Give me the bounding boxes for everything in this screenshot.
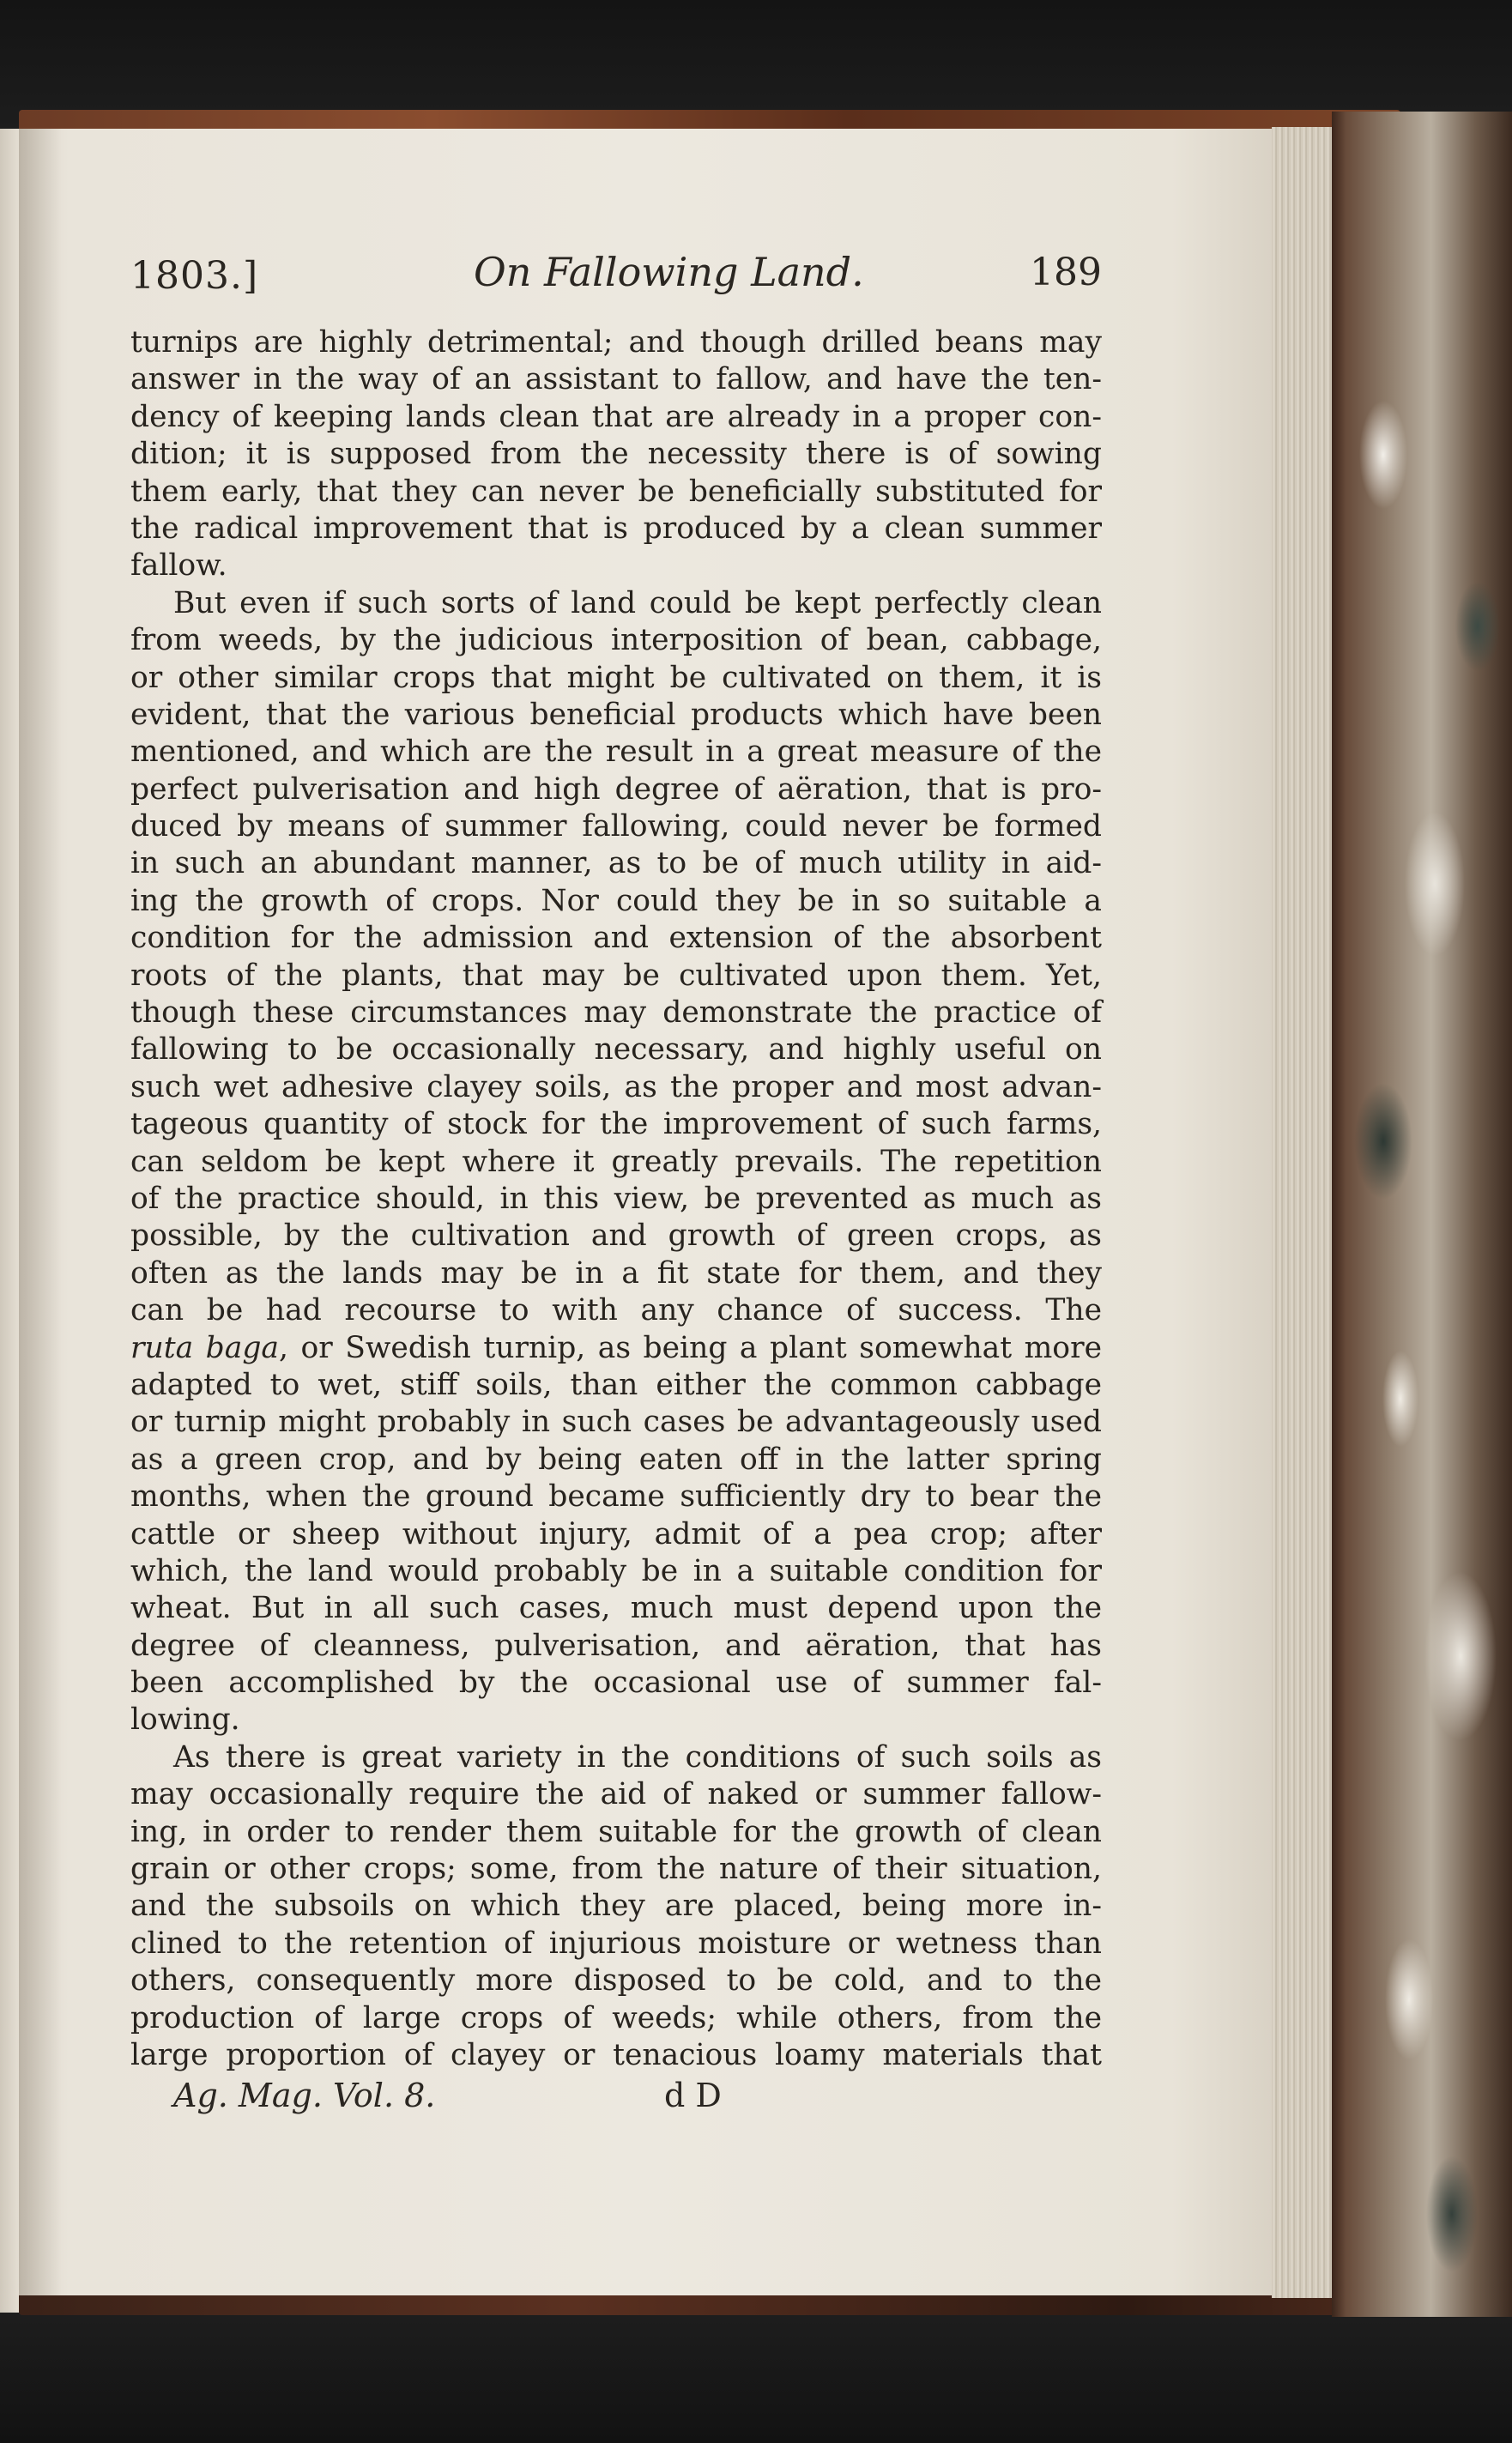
text-line: fallow. (130, 548, 227, 584)
text-line: in such an abundant manner, as to be of much utility in aid- (130, 846, 1102, 881)
text-line: turnips are highly detrimental; and though drilled beans may (130, 325, 1102, 360)
text-line: mentioned, and which are the result in a great measure of the (130, 735, 1102, 770)
journal-signature: Ag. Mag. Vol. 8. (173, 2077, 436, 2114)
text-line: such wet adhesive clayey soils, as the proper and most advan- (130, 1069, 1102, 1104)
text-line: though these circumstances may demonstrate the practice of (130, 995, 1102, 1031)
text-line: wheat. But in all such cases, much must depend upon the (130, 1591, 1102, 1626)
text-line: from weeds, by the judicious interposition of bean, cabbage, (130, 623, 1102, 658)
marbled-board-shadow (1332, 112, 1346, 2317)
text-line: tageous quantity of stock for the improvement of such farms, (130, 1107, 1102, 1142)
text-line: adapted to wet, stiff soils, than either the common cabbage (130, 1367, 1102, 1402)
text-line: may occasionally require the aid of naked or summer fallow- (130, 1777, 1102, 1812)
italic-term: ruta baga (130, 1330, 279, 1365)
text-line: and the subsoils on which they are placed, being more in- (130, 1889, 1102, 1924)
text-line: possible, by the cultivation and growth of green crops, as (130, 1218, 1102, 1254)
page-stack-edges (1272, 127, 1332, 2298)
running-head-year: 1803.] (130, 254, 259, 298)
text-line: perfect pulverisation and high degree of aëration, that is pro- (130, 771, 1102, 807)
page-footer (130, 2077, 1102, 2128)
text-line: ruta baga, or Swedish turnip, as being a plant somewhat more (130, 1330, 1102, 1365)
text-line: lowing. (130, 1702, 240, 1738)
text-line: months, when the ground became sufficiently dry to bear the (130, 1479, 1102, 1515)
text-line: the radical improvement that is produced by a clean summer (130, 511, 1102, 546)
text-line: been accomplished by the occasional use of summer fal- (130, 1666, 1102, 1701)
running-head (130, 247, 1102, 307)
text-line: can seldom be kept where it greatly prevails. The repetition (130, 1144, 1102, 1179)
text-line: others, consequently more disposed to be cold, and to the (130, 1963, 1102, 1999)
text-line: often as the lands may be in a fit state for them, and they (130, 1255, 1102, 1291)
text-line: large proportion of clayey or tenacious loamy materials that (130, 2037, 1102, 2072)
text-line: dition; it is supposed from the necessity there is of sowing (130, 437, 1102, 472)
backdrop-bottom (0, 2308, 1512, 2443)
facing-page-edge (0, 129, 19, 2313)
text-line: can be had recourse to with any chance of success. The (130, 1293, 1102, 1328)
text-line: clined to the retention of injurious moisture or wetness than (130, 1926, 1102, 1961)
printer-signature-mark: d D (664, 2077, 722, 2114)
running-head-title: On Fallowing Land. (474, 249, 864, 295)
marbled-board (1332, 112, 1512, 2317)
text-line: them early, that they can never be beneficially substituted for (130, 474, 1102, 509)
text-line: dency of keeping lands clean that are already in a proper con- (130, 399, 1102, 434)
text-line: ing, in order to render them suitable for the growth of clean (130, 1814, 1102, 1849)
text-line: as a green crop, and by being eaten off in the latter spring (130, 1442, 1102, 1477)
text-line: condition for the admission and extension of the absorbent (130, 921, 1102, 956)
page-gutter-shadow (19, 129, 62, 2295)
text-line: degree of cleanness, pulverisation, and aëration, that has (130, 1628, 1102, 1663)
text-line: fallowing to be occasionally necessary, and highly useful on (130, 1032, 1102, 1067)
text-line: production of large crops of weeds; while others, from the (130, 2000, 1102, 2035)
text-line: which, the land would probably be in a suitable condition for (130, 1553, 1102, 1588)
text-line: cattle or sheep without injury, admit of a pea crop; after (130, 1516, 1102, 1551)
text-line: roots of the plants, that may be cultivated upon them. Yet, (130, 958, 1102, 993)
text-line: or turnip might probably in such cases be advantageously used (130, 1405, 1102, 1440)
text-line: of the practice should, in this view, be prevented as much as (130, 1181, 1102, 1216)
text-line: But even if such sorts of land could be kept perfectly clean (173, 585, 1102, 620)
text-line: answer in the way of an assistant to fallow, and have the ten- (130, 362, 1102, 397)
text-line: As there is great variety in the conditions of such soils as (173, 1739, 1102, 1775)
body-text (130, 324, 1102, 2074)
text-line: grain or other crops; some, from the nature of their situation, (130, 1852, 1102, 1887)
text-line: duced by means of summer fallowing, could never be formed (130, 809, 1102, 844)
page-number: 189 (1030, 251, 1102, 294)
text-line: ing the growth of crops. Nor could they be in so suitable a (130, 883, 1102, 918)
text-line: or other similar crops that might be cultivated on them, it is (130, 660, 1102, 695)
text-line: evident, that the various beneficial products which have been (130, 697, 1102, 732)
